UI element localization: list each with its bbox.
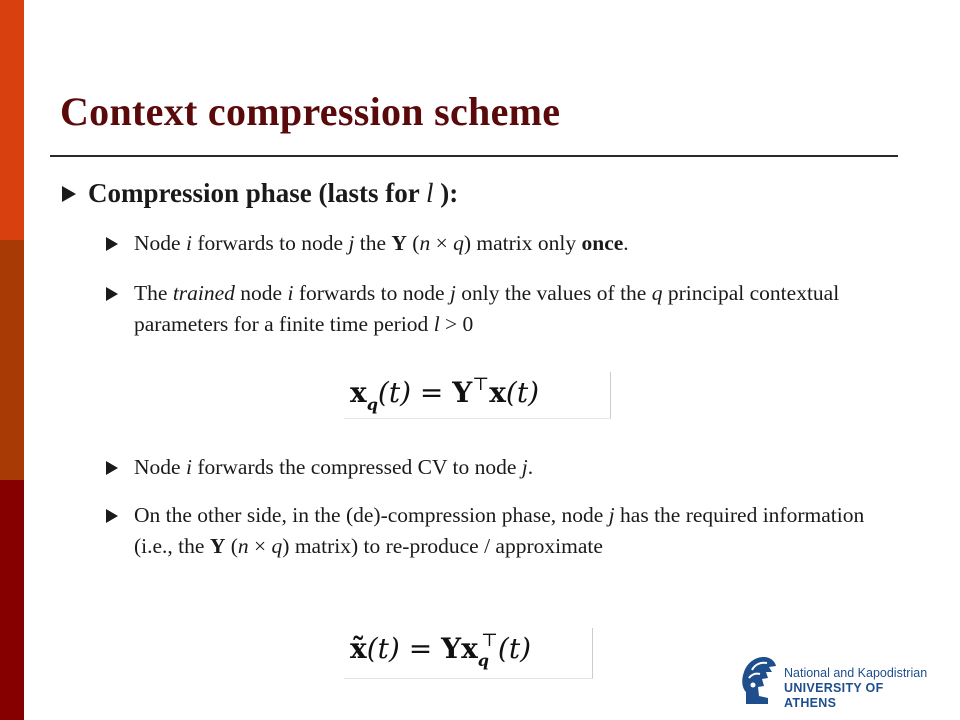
bullet-forward-matrix bbox=[106, 228, 906, 259]
accent-segment-middle bbox=[0, 240, 24, 480]
bullet-text: On the other side, in the (de)-compression phase, node j has the required information (i.e., the Y (n × q) matrix) to re-produce / approximate bbox=[134, 503, 865, 558]
heading-suffix: ): bbox=[433, 178, 459, 208]
accent-segment-top bbox=[0, 0, 24, 240]
heading-label: Compression phase (lasts for bbox=[88, 178, 427, 208]
bullet-text: Node i forwards the compressed CV to node j. bbox=[134, 455, 534, 479]
helmeted-head-icon bbox=[738, 652, 778, 706]
equation-compression: $x_q(t) = Y^⊤x(t)$ bbox=[344, 372, 611, 419]
bullet-text: The trained node i forwards to node j only the values of the q principal contextual parameters for a finite time period l > 0 bbox=[134, 281, 840, 336]
bullet-forward-cv bbox=[106, 452, 906, 483]
logo-line-1: National and Kapodistrian bbox=[784, 666, 928, 680]
arrow-bullet-icon bbox=[106, 237, 118, 251]
heading-var-l: l bbox=[426, 178, 434, 208]
accent-sidebar bbox=[0, 0, 24, 720]
arrow-bullet-icon bbox=[106, 461, 118, 475]
accent-segment-bottom bbox=[0, 480, 24, 720]
university-logo bbox=[738, 652, 938, 708]
logo-line-2: UNIVERSITY OF ATHENS bbox=[784, 681, 884, 710]
bullet-trained-node bbox=[106, 278, 906, 340]
arrow-bullet-icon bbox=[106, 509, 118, 523]
arrow-bullet-icon bbox=[106, 287, 118, 301]
bullet-decompression bbox=[106, 500, 876, 562]
slide-title: Context compression scheme bbox=[60, 89, 561, 134]
heading-compression-phase bbox=[62, 178, 458, 209]
equation-decompression: x̃(t) = $Yx_q^⊤(t)$ bbox=[344, 628, 593, 679]
bullet-text: Node i forwards to node j the Y (n × q) matrix only once. bbox=[134, 231, 629, 255]
arrow-bullet-icon bbox=[62, 186, 76, 202]
logo-text bbox=[784, 666, 938, 711]
title-divider bbox=[50, 155, 898, 157]
